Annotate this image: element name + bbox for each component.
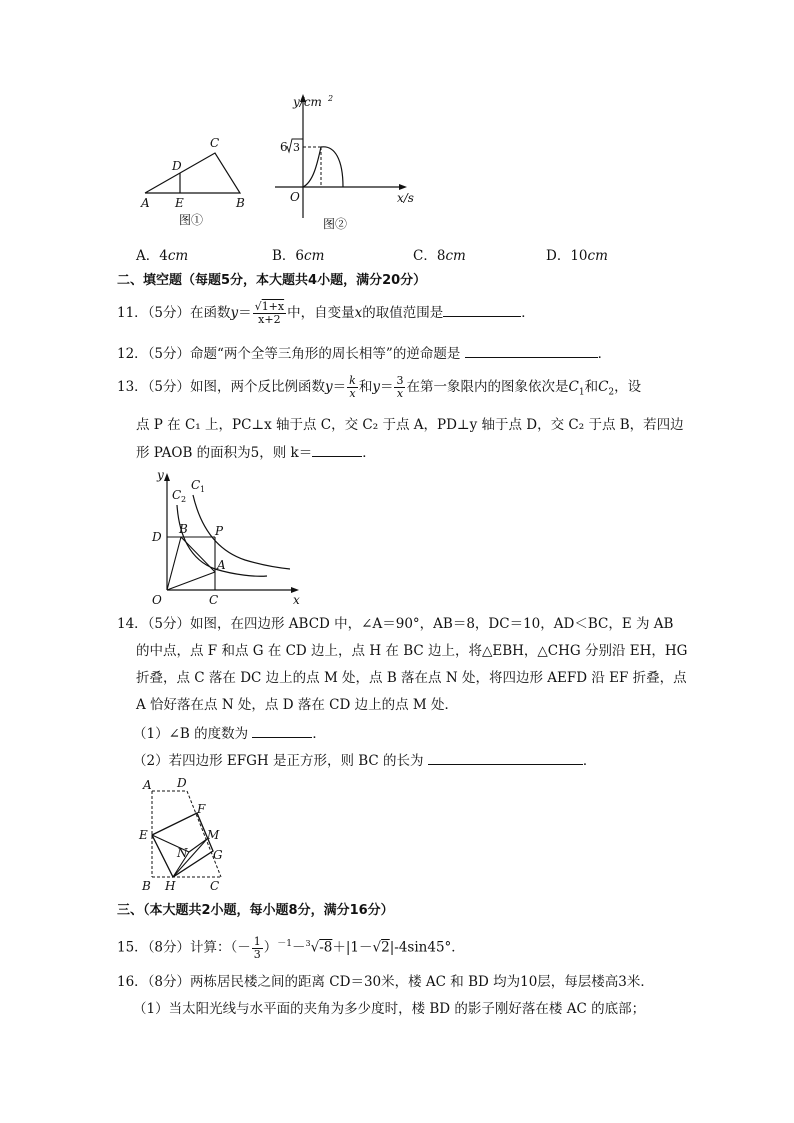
q13-fig-o: O	[152, 593, 162, 607]
q13-fig-c2: C	[172, 488, 182, 502]
fig2-y-label: y/cm	[293, 95, 322, 109]
fig1-label-c: C	[210, 136, 220, 150]
q14-fig-f: F	[197, 802, 206, 816]
q14-fig-c: C	[210, 879, 220, 893]
question-14-sub-1: （1）∠B 的度数为 ．	[133, 723, 326, 744]
q14-fig-b: B	[142, 879, 151, 893]
q10-option-c: C．8cm	[413, 248, 466, 264]
q14-sub2-blank[interactable]	[428, 750, 583, 765]
question-13-line-3: 形 PAOB 的面积为5，则 k＝ ．	[136, 442, 376, 463]
fig1-caption: 图①	[179, 213, 204, 227]
question-15: 15．（8分）计算：（－ $\frac{1}{3}$ ）$^{-1}$－$^3$√-8＋|1－√2|-4sin45°．	[117, 934, 465, 961]
question-12: 12．（5分）命题“两个全等三角形的周长相等”的逆命题是 ．	[117, 343, 611, 364]
q14-fig-a: A	[143, 778, 152, 792]
q13-fig-c1: C	[191, 478, 201, 492]
question-14-line-3: 折叠，点 C 落在 DC 边上的点 M 处，点 B 落在点 N 处，将四边形 AEFD 沿 EF 折叠，点	[136, 670, 687, 686]
fig1-label-e: E	[175, 196, 184, 210]
q14-fig-e: E	[139, 828, 148, 842]
q10-option-b: B．6cm	[272, 248, 325, 264]
fig2-y-sup: 2	[328, 94, 334, 103]
fig2-origin: O	[290, 190, 300, 204]
q10-option-a: A．4cm	[136, 248, 189, 264]
section-2-heading: 二、填空题（每题5分，本大题共4小题，满分20分）	[117, 273, 427, 288]
question-11: 11．（5分）在函数y＝ $\frac{√1+x}{x+2}$ 中，自变量x的取值范围是 ．	[117, 300, 535, 326]
section-3-heading: 三、（本大题共2小题，每小题8分，满分16分）	[117, 903, 394, 918]
fig1-label-b: B	[236, 196, 245, 210]
q13-fig-y: y	[157, 468, 164, 482]
figure-q13-graph	[145, 465, 310, 610]
svg-text:1: 1	[200, 485, 206, 494]
q13-fig-d: D	[152, 530, 162, 544]
question-14-line-1: 14．（5分）如图，在四边形 ABCD 中，∠A＝90°，AB＝8，DC＝10，AD＜BC，E 为 AB	[117, 616, 674, 632]
q10-option-d: D．10cm	[546, 248, 608, 264]
q14-fig-n: N	[177, 846, 188, 860]
q14-fig-m: M	[207, 828, 220, 842]
figure-2-graph	[265, 90, 425, 235]
fig2-sqrt-arg: 3	[293, 141, 300, 154]
q11-fraction: $\frac{√1+x}{x+2}$	[254, 300, 285, 326]
q11-answer-blank[interactable]	[443, 302, 521, 317]
figure-1-triangle	[135, 133, 255, 229]
q14-fig-d: D	[177, 776, 187, 790]
q12-answer-blank[interactable]	[465, 343, 598, 358]
question-14-sub-2: （2）若四边形 EFGH 是正方形，则 BC 的长为 ．	[133, 750, 596, 771]
q14-fig-h: H	[165, 879, 176, 893]
q13-fig-b: B	[179, 522, 188, 536]
fig2-x-label: x/s	[397, 191, 414, 205]
question-14-line-4: A 恰好落在点 N 处，点 D 落在 CD 边上的点 M 处．	[136, 697, 458, 713]
fig2-value: 6	[280, 140, 288, 154]
question-13-line-1: 13．（5分）如图，两个反比例函数y＝ $\frac{k}{x}$ 和y＝ $\frac{3}{x}$ 在第一象限内的图象依次是$C_1$和$C_2$，设	[117, 374, 642, 400]
question-16-line-1: 16．（8分）两栋居民楼之间的距离 CD＝30米，楼 AC 和 BD 均为10层，每层楼高3米．	[117, 974, 654, 990]
figure-q14-quadrilateral	[135, 773, 235, 895]
q13-fig-c: C	[209, 593, 219, 607]
q14-sub1-blank[interactable]	[252, 723, 312, 738]
q13-fig-x: x	[293, 593, 300, 607]
fig1-label-d: D	[172, 159, 182, 173]
fig2-caption: 图②	[323, 217, 348, 231]
svg-text:2: 2	[181, 495, 187, 504]
q13-fig-p: P	[215, 524, 224, 538]
question-14-line-2: 的中点，点 F 和点 G 在 CD 边上，点 H 在 BC 边上，将△EBH，△CHG 分别沿 EH，HG	[136, 643, 688, 659]
fig1-label-a: A	[141, 196, 150, 210]
question-16-line-2: （1）当太阳光线与水平面的夹角为多少度时，楼 BD 的影子刚好落在楼 AC 的底部；	[133, 1001, 646, 1017]
q13-fig-a: A	[217, 558, 226, 572]
question-13-line-2: 点 P 在 C₁ 上，PC⊥x 轴于点 C，交 C₂ 于点 A，PD⊥y 轴于点 D，交 C₂ 于点 B，若四边	[136, 417, 684, 433]
q13-answer-blank[interactable]	[312, 442, 362, 457]
q14-fig-g: G	[213, 848, 223, 862]
